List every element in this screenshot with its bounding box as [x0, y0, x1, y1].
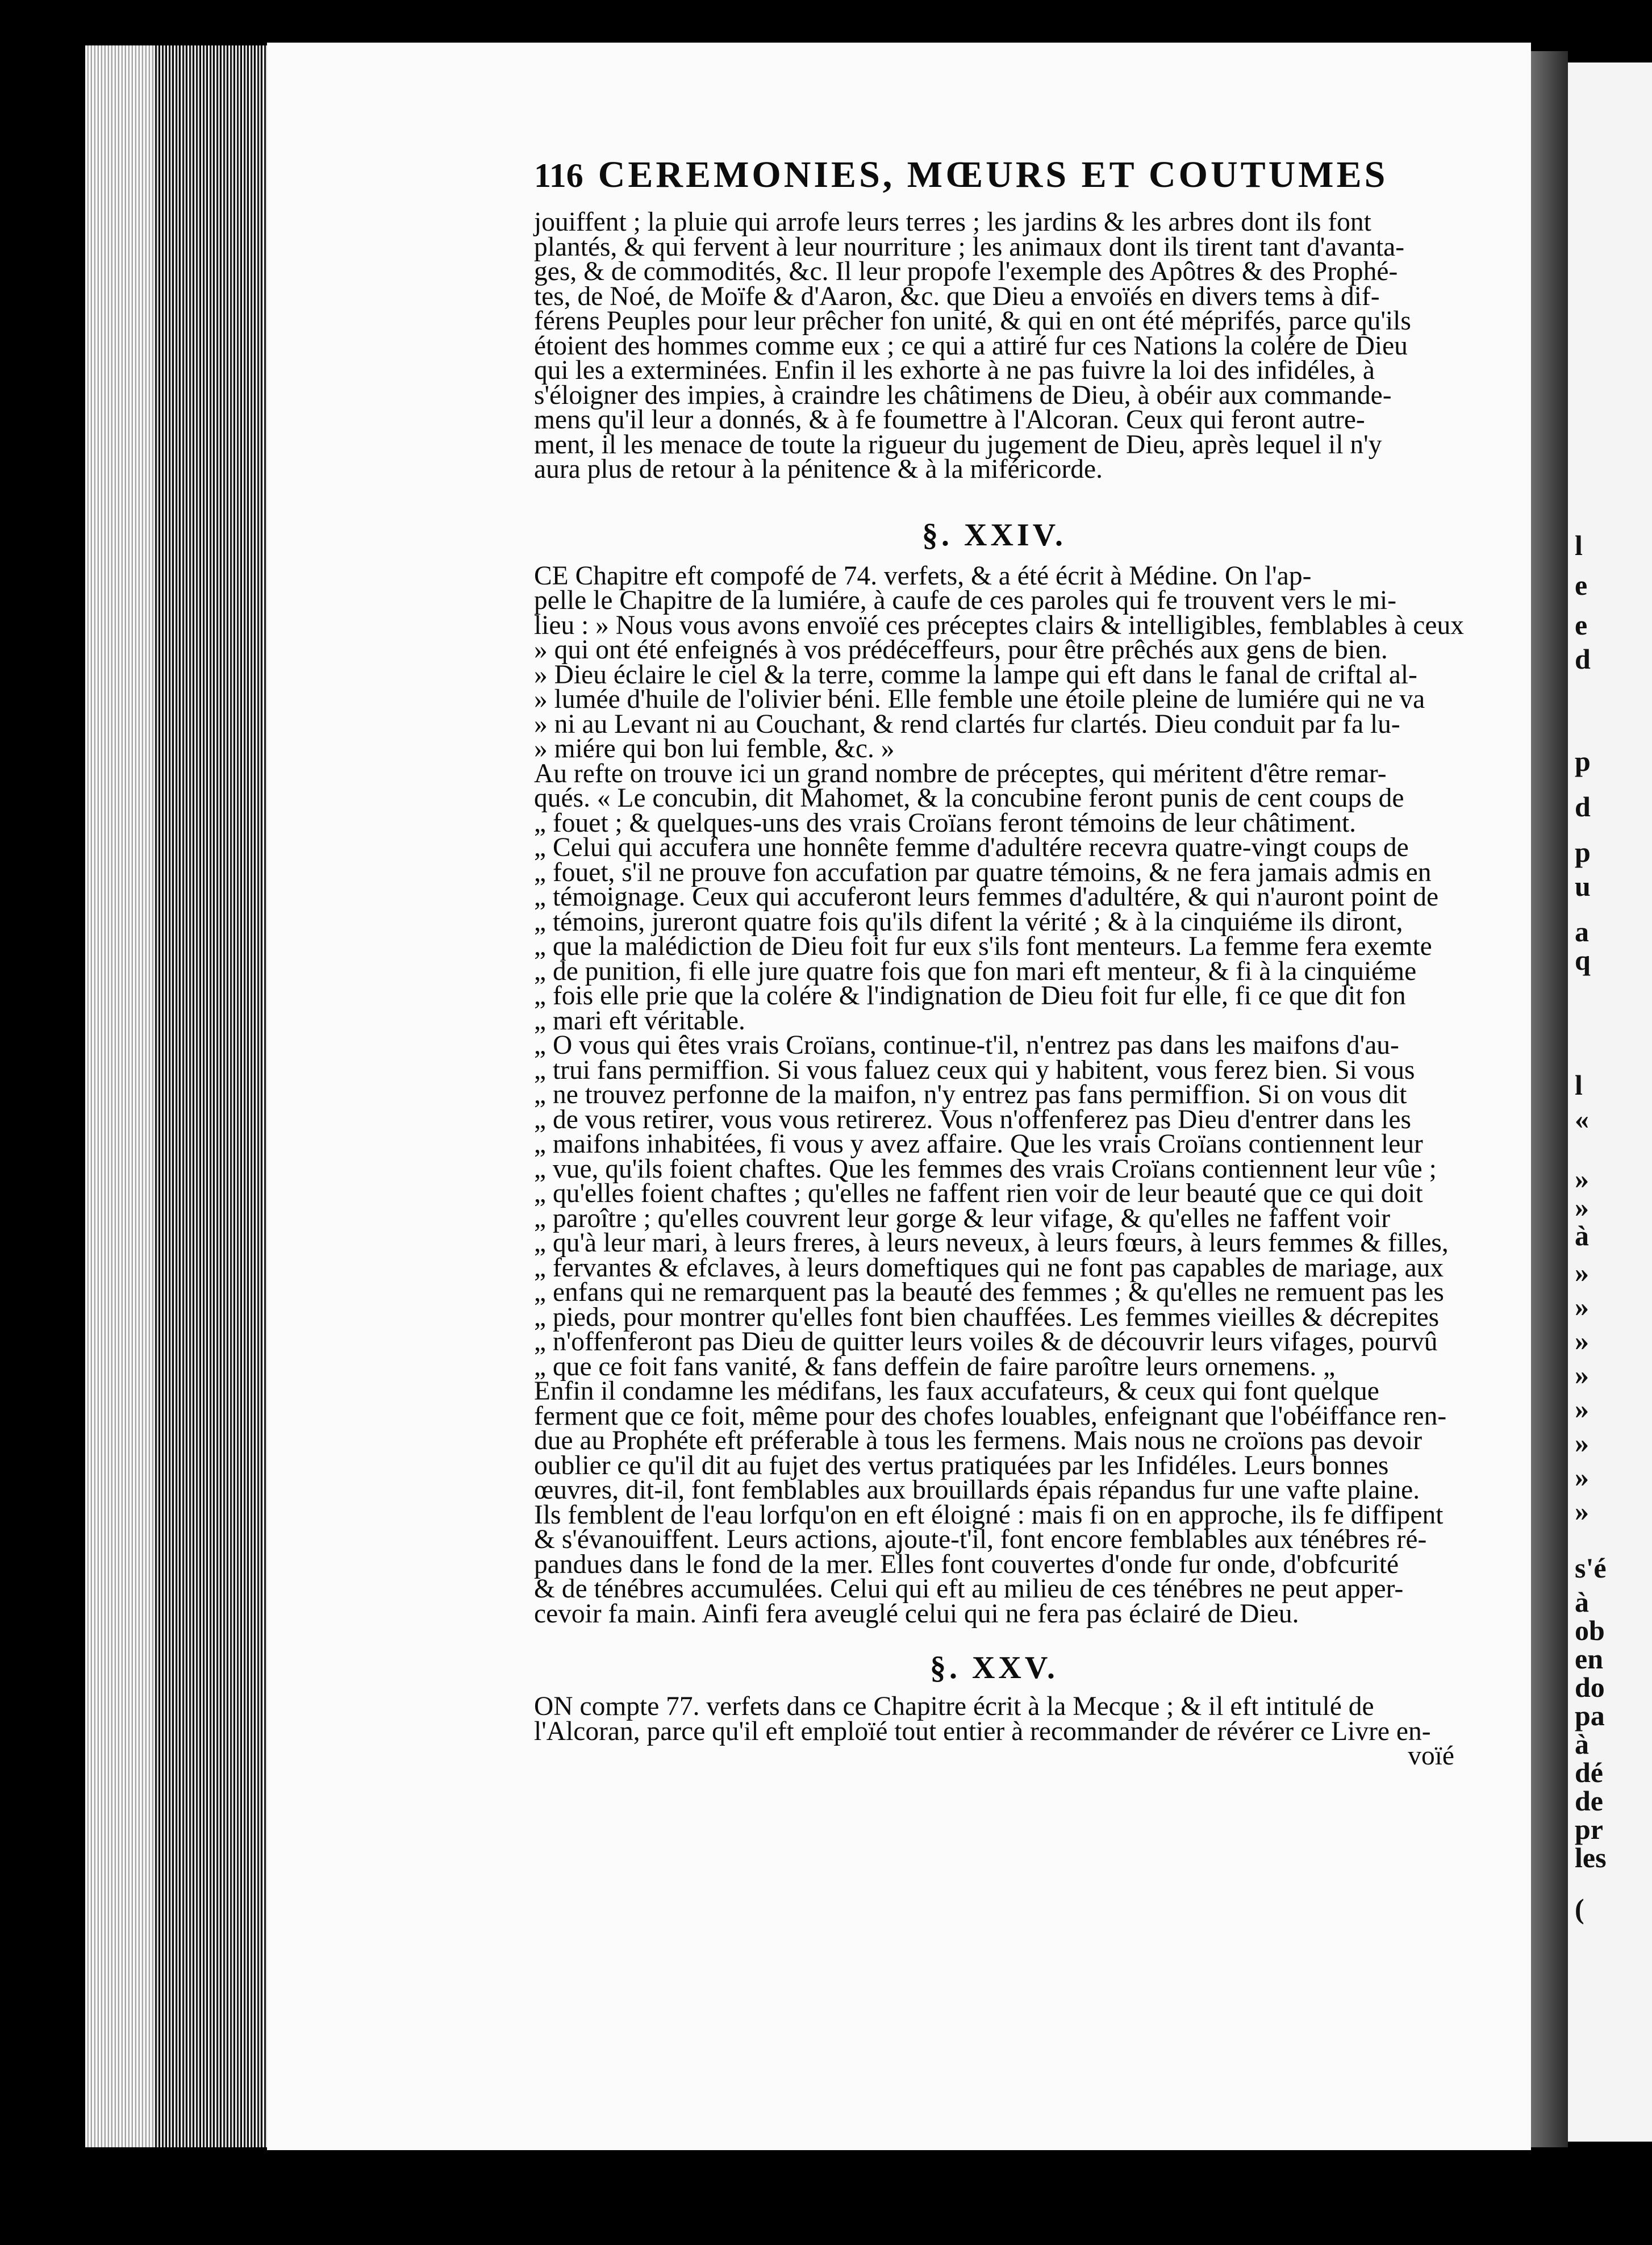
running-head [534, 153, 1454, 210]
page-text [534, 153, 1464, 1771]
edge-glyph: » [1575, 1427, 1589, 1459]
edge-glyph: dé [1575, 1756, 1603, 1788]
text-line: „ fervantes & efclaves, à leurs domeftiques qui ne font pas capables de mariage, aux [534, 1253, 1444, 1283]
section-heading-xxiv: §. XXIV. [922, 517, 1066, 553]
edge-glyph: » [1575, 1163, 1589, 1195]
text-line: & de ténébres accumulées. Celui qui eft au milieu de ces ténébres ne peut apper- [534, 1574, 1404, 1604]
edge-glyph: a [1575, 916, 1589, 948]
text-line: & s'évanouiffent. Leurs actions, ajoute-t'il, font encore femblables aux ténébres ré- [534, 1525, 1427, 1554]
paragraph-s25-1 [534, 1692, 1454, 1746]
text-line: „ témoins, jureront quatre fois qu'ils difent la vérité ; & à la cinquiéme ils diront, [534, 907, 1403, 937]
page-gutter [1531, 51, 1568, 2147]
text-line: pelle le Chapitre de la lumiére, à caufe de ces paroles qui fe trouvent vers le mi- [534, 586, 1397, 615]
edge-glyph: de [1575, 1785, 1603, 1817]
text-line: férens Peuples pour leur prêcher fon unité, & qui en ont été méprifés, parce qu'ils [534, 306, 1411, 336]
text-line: „ de punition, fi elle jure quatre fois que fon mari eft menteur, & fi à la cinquiéme [534, 956, 1417, 986]
text-line: „ qu'elles foient chaftes ; qu'elles ne faffent rien voir de leur beauté que ce qui doit [534, 1179, 1423, 1208]
text-line: qui les a exterminées. Enfin il les exhorte à ne pas fuivre la loi des infidéles, à [534, 356, 1375, 385]
text-line: ges, & de commodités, &c. Il leur propofe l'exemple des Apôtres & des Prophé- [534, 257, 1398, 286]
edge-glyph: pa [1575, 1700, 1605, 1731]
text-line: „ enfans qui ne remarquent pas la beauté des femmes ; & qu'elles ne remuent pas les [534, 1278, 1444, 1307]
facing-page-edge [1568, 62, 1652, 2142]
edge-glyph: l [1575, 529, 1583, 561]
edge-glyph: » [1575, 1257, 1589, 1288]
text-line: „ maifons inhabitées, fi vous y avez affaire. Que les vrais Croïans contiennent leur [534, 1129, 1423, 1159]
paragraph-s24-1 [534, 561, 1464, 763]
text-line: » ni au Levant ni au Couchant, & rend clartés fur clartés. Dieu conduit par fa lu- [534, 709, 1400, 739]
text-line: „ fouet ; & quelques-uns des vrais Croïans feront témoins de leur châtiment. [534, 808, 1357, 838]
text-line: „ trui fans permiffion. Si vous faluez ceux qui y habitent, vous ferez bien. Si vous [534, 1055, 1415, 1085]
text-line: „ mari eft véritable. [534, 1005, 745, 1036]
edge-glyph: s'é [1575, 1552, 1607, 1584]
edge-glyph: l [1575, 1069, 1583, 1101]
text-line: jouiffent ; la pluie qui arrofe leurs terres ; les jardins & les arbres dont ils font [534, 207, 1371, 237]
text-line: Enfin il condamne les médifans, les faux accufateurs, & ceux qui font quelque [534, 1376, 1379, 1406]
text-line: qués. « Le concubin, dit Mahomet, & la concubine feront punis de cent coups de [534, 783, 1404, 813]
text-line: » qui ont été enfeignés à vos prédéceffeurs, pour être prêchés aux gens de bien. [534, 635, 1388, 665]
text-line: » lumée d'huile de l'olivier béni. Elle femble une étoile pleine de lumiére qui ne va [534, 685, 1425, 714]
text-line: ment, il les menace de toute la rigueur du jugement de Dieu, après lequel il n'y [534, 429, 1382, 460]
text-line: étoient des hommes comme eux ; ce qui a attiré fur ces Nations la colére de Dieu [534, 331, 1408, 361]
paragraph-intro [534, 207, 1454, 484]
text-line: ON compte 77. verfets dans ce Chapitre écrit à la Mecque ; & il eft intitulé de [534, 1692, 1374, 1721]
edge-glyph: ( [1575, 1893, 1584, 1925]
text-line: pandues dans le fond de la mer. Elles font couvertes d'onde fur onde, d'obfcurité [534, 1549, 1399, 1579]
text-line: „ O vous qui êtes vrais Croïans, continue-t'il, n'entrez pas dans les maifons d'au- [534, 1030, 1399, 1060]
edge-glyph: « [1575, 1103, 1589, 1135]
edge-glyph: » [1575, 1461, 1589, 1493]
text-line: due au Prophéte eft préferable à tous les fermens. Mais nous ne croïons pas devoir [534, 1426, 1422, 1455]
text-line: CE Chapitre eft compofé de 74. verfets, & a été écrit à Médine. On l'ap- [534, 561, 1312, 591]
edge-glyph: » [1575, 1325, 1589, 1357]
edge-glyph: e [1575, 609, 1588, 641]
edge-glyph: à [1575, 1220, 1589, 1251]
text-line: cevoir fa main. Ainfi fera aveuglé celui qui ne fera pas éclairé de Dieu. [534, 1599, 1299, 1629]
edge-glyph: d [1575, 791, 1591, 823]
text-line: „ fouet, s'il ne prouve fon accufation par quatre témoins, & ne fera jamais admis en [534, 857, 1432, 887]
edge-glyph: » [1575, 1191, 1589, 1223]
text-line: „ n'offenferont pas Dieu de quitter leurs voiles & de découvrir leurs vifages, pourvû [534, 1327, 1438, 1357]
text-line: mens qu'il leur a donnés, & à fe foumettre à l'Alcoran. Ceux qui feront autre- [534, 405, 1365, 435]
text-line: „ de vous retirer, vous vous retirerez. Vous n'offenferez pas Dieu d'entrer dans les [534, 1104, 1411, 1134]
edge-glyph: à [1575, 1728, 1589, 1760]
edge-glyph: do [1575, 1671, 1605, 1703]
text-line: l'Alcoran, parce qu'il eft emploïé tout entier à recommander de révérer ce Livre en- [534, 1716, 1431, 1746]
running-title: CEREMONIES, MŒURS ET COUTUMES [598, 154, 1388, 195]
text-line: „ pieds, pour montrer qu'elles font bien chauffées. Les femmes vieilles & décrepites [534, 1302, 1440, 1332]
edge-glyph: pr [1575, 1813, 1603, 1845]
page-number: 116 [534, 157, 583, 194]
book-spine-highlight [85, 45, 153, 2147]
text-line: Ils femblent de l'eau lorfqu'on en eft éloigné : mais fi on en approche, ils fe diffipent [534, 1500, 1444, 1530]
edge-glyph: e [1575, 569, 1588, 601]
text-line: lieu : » Nous vous avons envoïé ces préceptes clairs & intelligibles, femblables à ceux [534, 610, 1464, 640]
edge-glyph: d [1575, 643, 1591, 675]
text-line: Au refte on trouve ici un grand nombre de préceptes, qui méritent d'être remar- [534, 758, 1387, 788]
paragraph-s24-3 [534, 1030, 1454, 1382]
text-line: „ vue, qu'ils foient chaftes. Que les femmes des vrais Croïans contiennent leur vûe ; [534, 1154, 1437, 1184]
text-line: „ paroître ; qu'elles couvrent leur gorge & leur vifage, & qu'elles ne faffent voir [534, 1203, 1391, 1233]
edge-glyph: ob [1575, 1614, 1605, 1646]
text-line: oublier ce qu'il dit au fujet des vertus pratiquées par les Infidéles. Leurs bonnes [534, 1450, 1389, 1480]
text-line: tes, de Noé, de Moïfe & d'Aaron, &c. que Dieu a envoïés en divers tems à dif- [534, 281, 1380, 311]
edge-glyph: p [1575, 836, 1591, 868]
text-line: „ qu'à leur mari, à leurs freres, à leurs neveux, à leurs fœurs, à leurs femmes & filles, [534, 1228, 1449, 1258]
text-line: œuvres, dit-il, font femblables aux brouillards épais répandus fur une vafte plaine. [534, 1475, 1420, 1505]
edge-glyph: » [1575, 1393, 1589, 1425]
text-line: s'éloigner des impies, à craindre les châtimens de Dieu, à obéir aux commande- [534, 380, 1392, 410]
edge-glyph: » [1575, 1291, 1589, 1322]
edge-glyph: à [1575, 1586, 1589, 1618]
text-line: „ témoignage. Ceux qui accuferont leurs femmes d'adultére, & qui n'auront point de [534, 882, 1439, 912]
paragraph-s24-4 [534, 1376, 1454, 1629]
section-heading-xxv: §. XXV. [929, 1650, 1059, 1685]
text-line: „ ne trouvez perfonne de la maifon, n'y entrez pas fans permiffion. Si on vous dit [534, 1080, 1407, 1109]
edge-glyph: en [1575, 1643, 1603, 1675]
text-line: plantés, & qui fervent à leur nourriture ; les animaux dont ils tirent tant d'avanta- [534, 232, 1405, 262]
text-line: » miére qui bon lui femble, &c. » [534, 734, 895, 763]
text-line: ferment que ce foit, même pour des chofes louables, enfeignant que l'obéiffance ren- [534, 1401, 1447, 1431]
text-line: „ que la malédiction de Dieu foit fur eux s'ils font menteurs. La femme fera exemte [534, 932, 1432, 961]
edge-glyph: p [1575, 745, 1591, 777]
edge-glyph: » [1575, 1359, 1589, 1391]
edge-glyph: » [1575, 1495, 1589, 1527]
text-line: „ Celui qui accufera une honnête femme d'adultére recevra quatre-vingt coups de [534, 833, 1409, 862]
catchword: voïé [1408, 1741, 1454, 1771]
text-line: „ que ce foit fans vanité, & fans deffein de faire paroître leurs ornemens. „ [534, 1351, 1336, 1382]
edge-glyph: u [1575, 870, 1591, 902]
text-line: » Dieu éclaire le ciel & la terre, comme la lampe qui eft dans le fanal de criftal al- [534, 660, 1417, 690]
text-line: „ fois elle prie que la colére & l'indignation de Dieu foit fur elle, fi ce que dit fon [534, 981, 1406, 1011]
paragraph-s24-2 [534, 758, 1454, 1036]
edge-glyph: q [1575, 944, 1591, 976]
text-line: aura plus de retour à la pénitence & à la miféricorde. [534, 454, 1103, 484]
edge-glyph: les [1575, 1842, 1607, 1873]
